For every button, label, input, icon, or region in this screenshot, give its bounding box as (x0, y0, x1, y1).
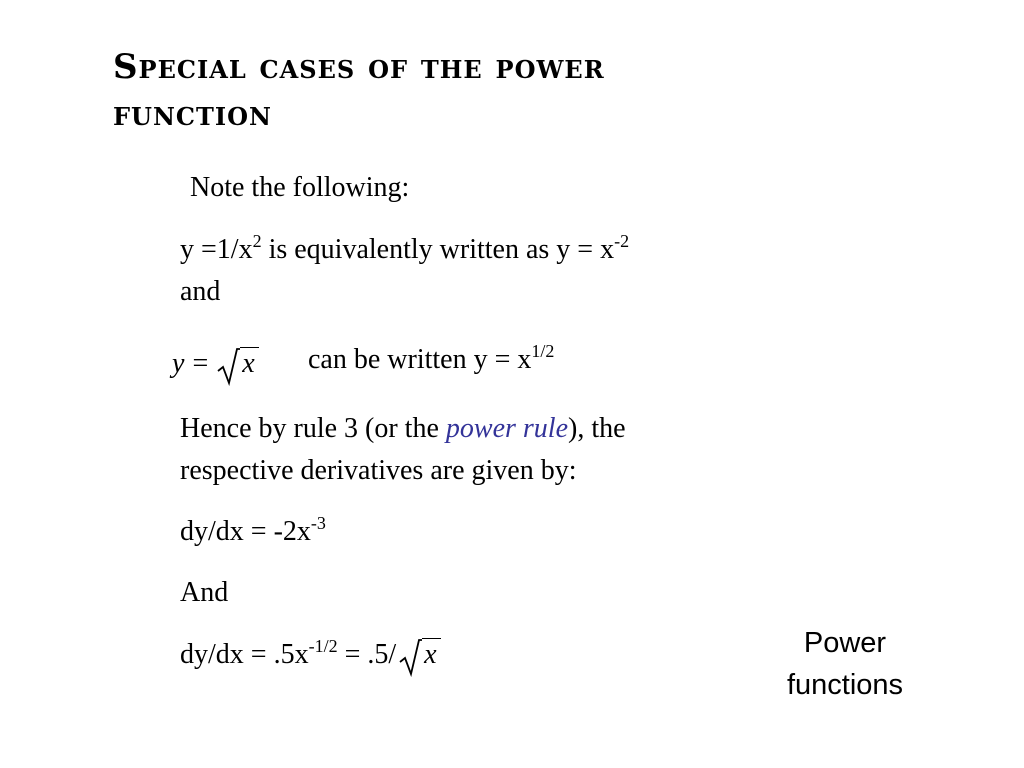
sqrt-rewrite-line (308, 340, 554, 380)
footer-line-2: functions (786, 669, 904, 701)
power-rule-emphasis: power rule (445, 413, 568, 444)
sqrt-rewrite-text: can be written y = x (308, 344, 532, 375)
derivative-2-coefficient: .5 (367, 639, 389, 670)
note-line (190, 168, 409, 208)
derivative-2 (180, 635, 441, 677)
sqrt-rewrite-exponent: 1/2 (531, 341, 555, 361)
hence-line-2-text: respective derivatives are given by: (180, 455, 577, 486)
and-continuation (180, 272, 220, 312)
and-label-text: And (180, 577, 229, 608)
math-x: x (240, 347, 258, 379)
hence-prefix: Hence by rule 3 (or the (180, 413, 446, 444)
equivalence-exponent-2: -2 (614, 231, 630, 251)
equivalence-prefix: y =1/x (180, 234, 253, 265)
derivative-2-exponent: -1/2 (308, 636, 338, 656)
derivative-2-equals: = (337, 639, 368, 670)
slide-title: Special cases of the power function (113, 47, 605, 134)
note-text: Note the following: (190, 172, 410, 203)
sqrt-equation (172, 344, 259, 386)
hence-line-1 (180, 409, 626, 449)
footer-line-1: Power (803, 627, 887, 659)
derivative-1 (180, 512, 326, 552)
derivative-2-math-x: x (422, 638, 440, 670)
equivalence-exponent-1: 2 (252, 231, 262, 251)
derivative-2-text: dy/dx = .5x (180, 639, 309, 670)
and-label (180, 573, 228, 613)
hence-suffix: ), the (568, 413, 626, 444)
derivative-1-text: dy/dx = -2x (180, 516, 311, 547)
math-y: y (172, 348, 185, 379)
sqrt-icon (216, 346, 240, 386)
slide-footer-label (760, 622, 930, 706)
equivalence-middle: is equivalently written as y = x (261, 234, 615, 265)
math-equals: = (192, 348, 209, 379)
sqrt-icon (398, 637, 422, 677)
derivative-2-slash: / (388, 639, 397, 670)
equivalence-line (180, 230, 629, 270)
and-continuation-text: and (180, 276, 221, 307)
hence-line-2 (180, 451, 577, 491)
derivative-1-exponent: -3 (310, 513, 326, 533)
